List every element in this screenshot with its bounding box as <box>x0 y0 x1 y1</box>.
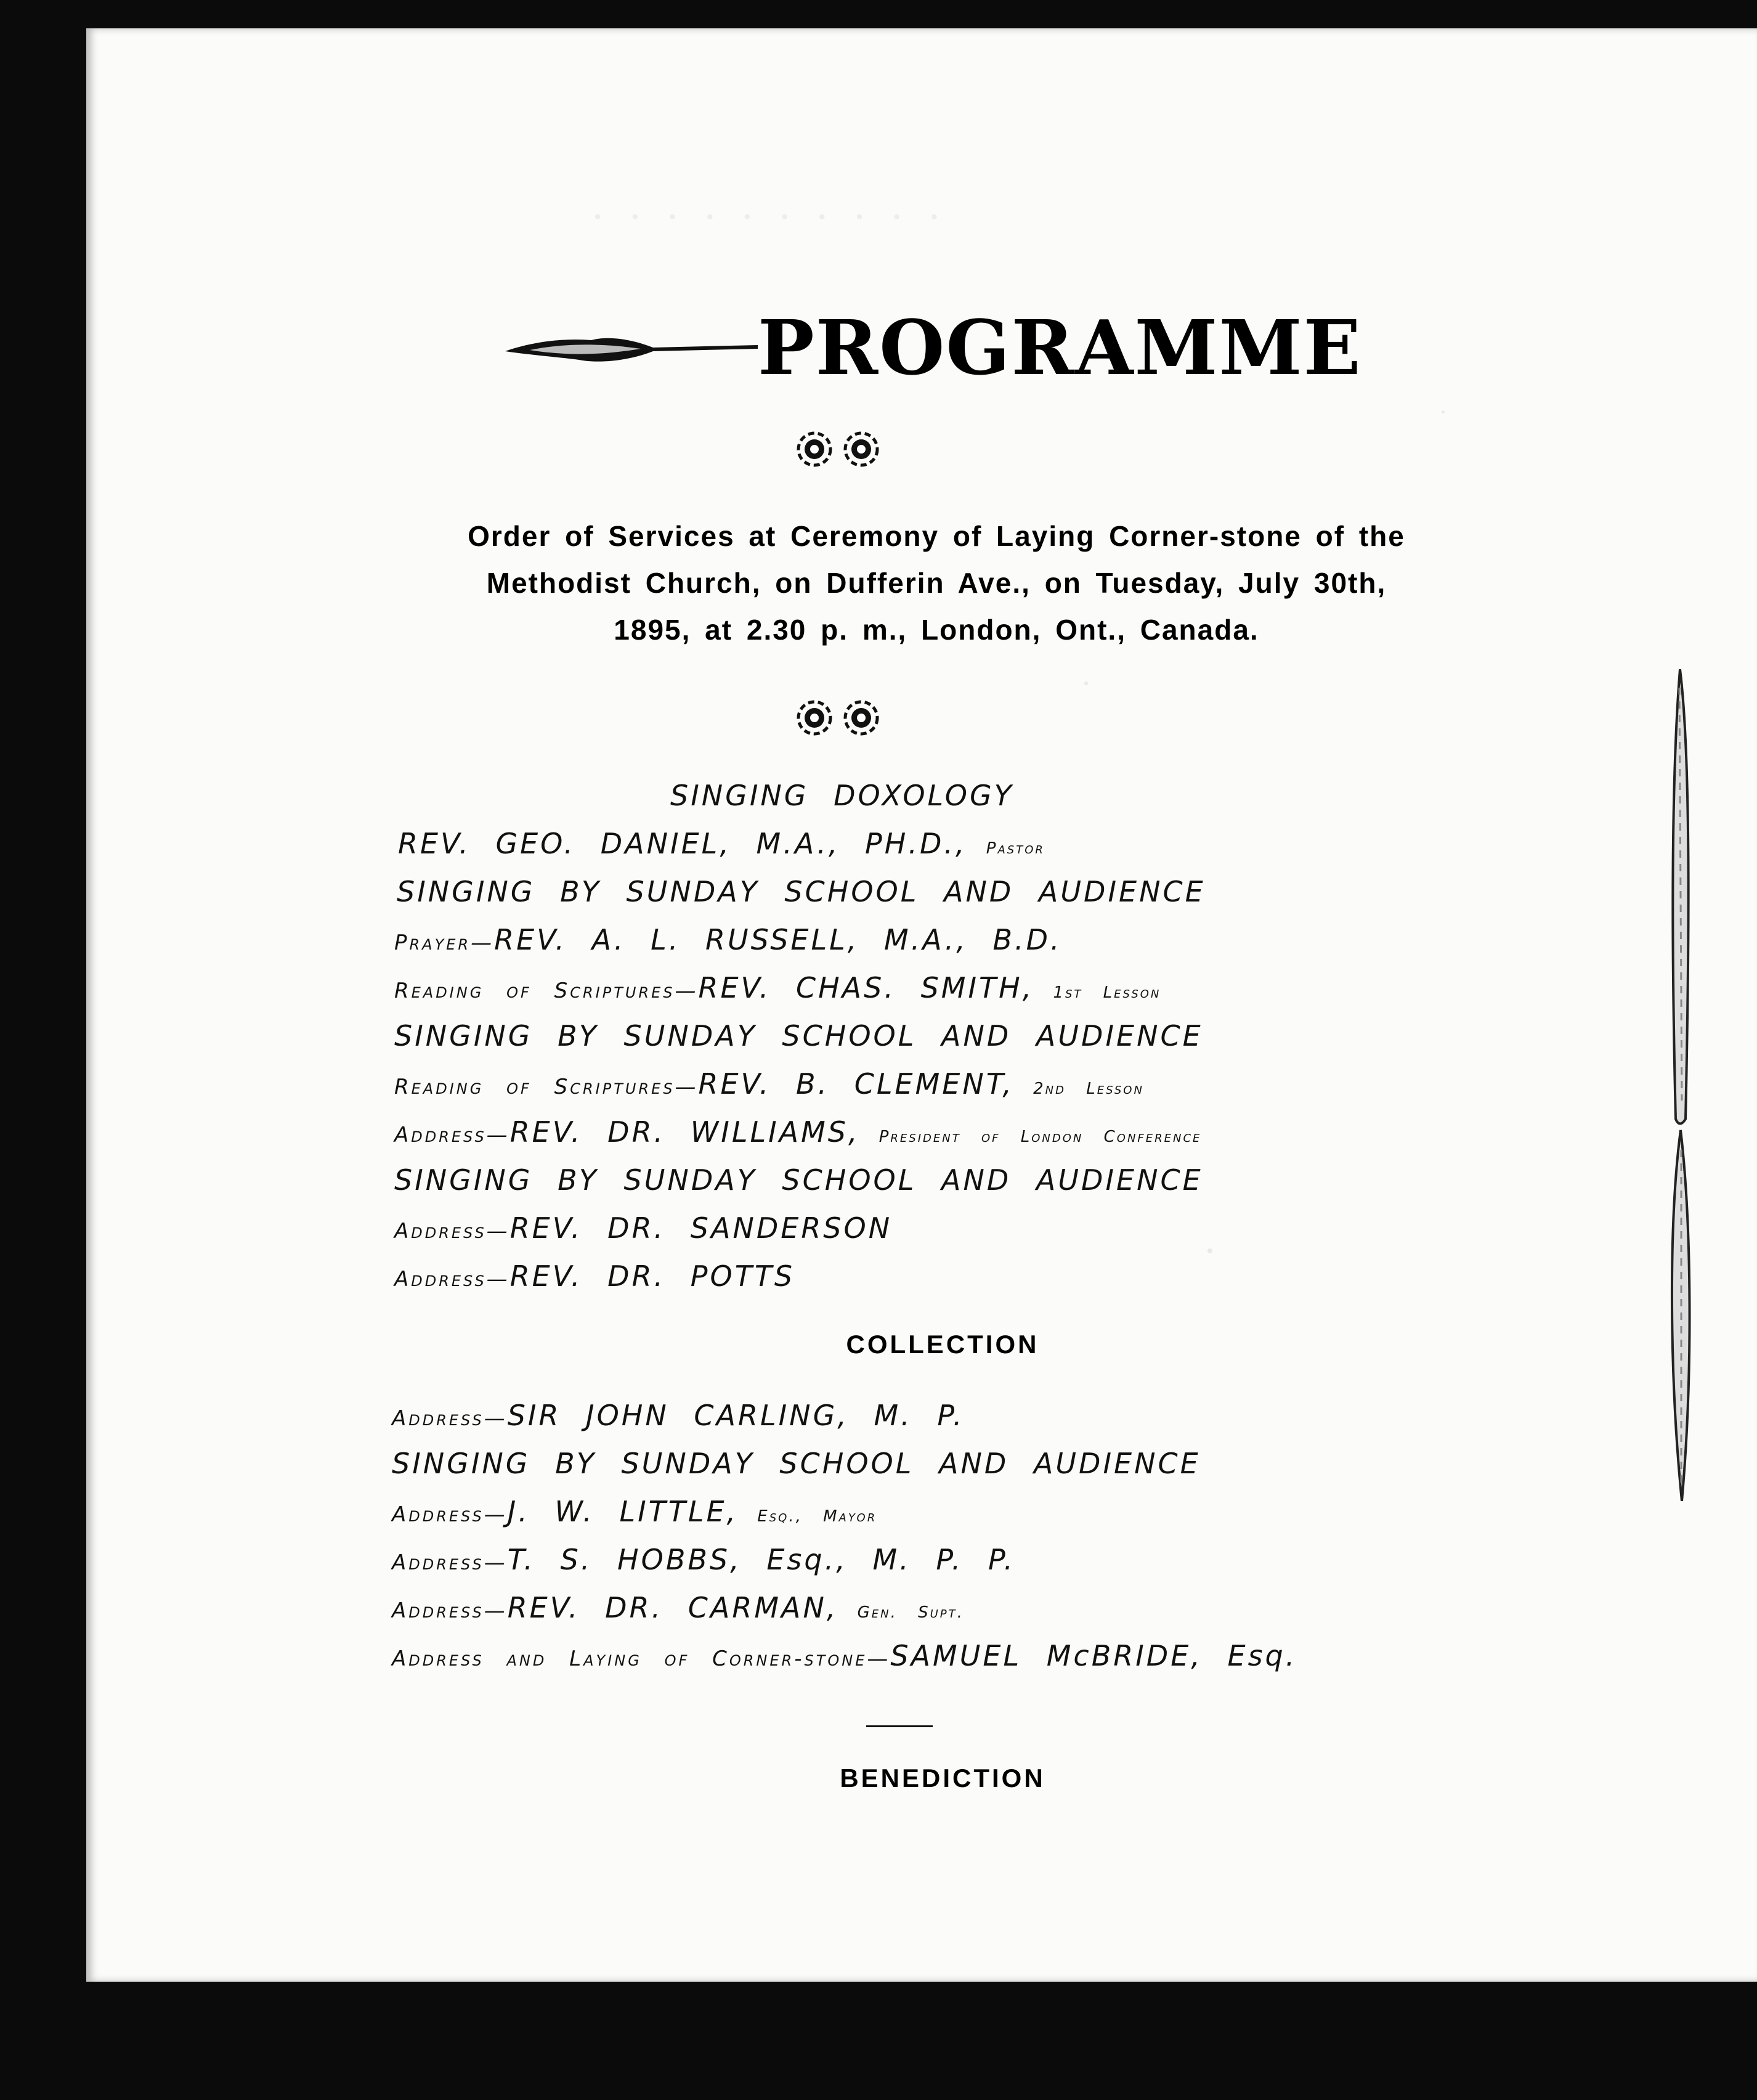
item-prefix: Address— <box>392 1502 508 1527</box>
item-main: SINGING BY SUNDAY SCHOOL AND AUDIENCE <box>394 1163 1203 1197</box>
paper-speck <box>1442 410 1445 413</box>
item-main: REV. GEO. DANIEL, M.A., PH.D., <box>398 827 967 860</box>
rosette-ornament-pair <box>795 699 881 737</box>
programme-item <box>394 1260 795 1293</box>
programme-item <box>394 1067 1144 1101</box>
paper-speck <box>1207 1248 1212 1253</box>
item-main: REV. CHAS. SMITH, <box>698 971 1034 1004</box>
item-prefix: Address— <box>392 1550 508 1575</box>
programme-page <box>86 28 1757 1982</box>
item-main: REV. DR. SANDERSON <box>509 1211 893 1245</box>
intro-line: Methodist Church, on Dufferin Ave., on Tuesday, July 30th, <box>486 567 1387 599</box>
programme-item <box>392 1447 1201 1480</box>
programme-item <box>398 827 1045 860</box>
item-main: T. S. HOBBS, Esq., M. P. P. <box>507 1543 1016 1576</box>
item-prefix: Prayer— <box>394 930 495 955</box>
programme-item <box>392 1591 964 1624</box>
item-main: REV. DR. CARMAN, <box>507 1591 838 1624</box>
flourish-ornament <box>505 308 764 382</box>
item-main: SINGING DOXOLOGY <box>670 779 1014 812</box>
item-prefix: Address— <box>392 1406 508 1431</box>
programme-item <box>394 1019 1203 1052</box>
programme-item <box>394 1163 1203 1197</box>
intro-line: 1895, at 2.30 p. m., London, Ont., Canada. <box>614 614 1259 646</box>
item-main: SIR JOHN CARLING, M. P. <box>507 1399 965 1432</box>
rosette-ornament-pair <box>795 430 881 468</box>
programme-item <box>394 1115 1201 1149</box>
item-prefix: Address— <box>392 1598 508 1623</box>
programme-item <box>392 1639 1297 1672</box>
item-main: SINGING BY SUNDAY SCHOOL AND AUDIENCE <box>394 1019 1203 1052</box>
collection-heading: COLLECTION <box>846 1330 1039 1359</box>
benediction-heading: BENEDICTION <box>840 1764 1045 1793</box>
item-main: REV. A. L. RUSSELL, M.A., B.D. <box>494 923 1062 956</box>
programme-item <box>392 1495 877 1528</box>
item-main: REV. DR. WILLIAMS, <box>509 1115 860 1149</box>
programme-item <box>392 1543 1015 1576</box>
item-suffix: President of London Conference <box>878 1128 1202 1146</box>
show-through-text: · · · · · · · · · · <box>591 195 947 240</box>
item-suffix: Pastor <box>986 839 1045 858</box>
item-suffix: Esq., Mayor <box>757 1507 877 1526</box>
item-main: J. W. LITTLE, <box>507 1495 739 1528</box>
item-suffix: 2nd Lesson <box>1033 1080 1144 1098</box>
item-prefix: Address— <box>394 1219 510 1243</box>
item-suffix: 1st Lesson <box>1053 983 1161 1002</box>
programme-item <box>394 971 1161 1004</box>
item-main: SAMUEL McBRIDE, Esq. <box>890 1639 1297 1672</box>
item-prefix: Address— <box>394 1267 510 1292</box>
item-prefix: Address and Laying of Corner-stone— <box>392 1646 891 1671</box>
item-suffix: Gen. Supt. <box>857 1603 964 1622</box>
item-main: REV. DR. POTTS <box>509 1260 795 1293</box>
item-prefix: Reading of Scriptures— <box>394 979 699 1003</box>
item-prefix: Address— <box>394 1123 510 1147</box>
item-main: REV. B. CLEMENT, <box>698 1067 1014 1101</box>
divider-rule <box>866 1725 933 1727</box>
programme-item <box>392 1399 964 1432</box>
binding-cord <box>1658 669 1702 1501</box>
item-prefix: Reading of Scriptures— <box>394 1075 699 1099</box>
programme-item <box>397 875 1206 908</box>
intro-line: Order of Services at Ceremony of Laying Corner-stone of the <box>468 520 1405 552</box>
paper-speck <box>1084 682 1088 685</box>
programme-item <box>394 1211 892 1245</box>
programme-item <box>394 923 1062 956</box>
item-main: SINGING BY SUNDAY SCHOOL AND AUDIENCE <box>397 875 1206 908</box>
programme-title: PROGRAMME <box>758 303 1362 392</box>
programme-heading <box>505 293 1362 404</box>
order-of-service-intro <box>407 513 1466 653</box>
item-main: SINGING BY SUNDAY SCHOOL AND AUDIENCE <box>392 1447 1201 1480</box>
programme-item <box>670 779 1014 812</box>
